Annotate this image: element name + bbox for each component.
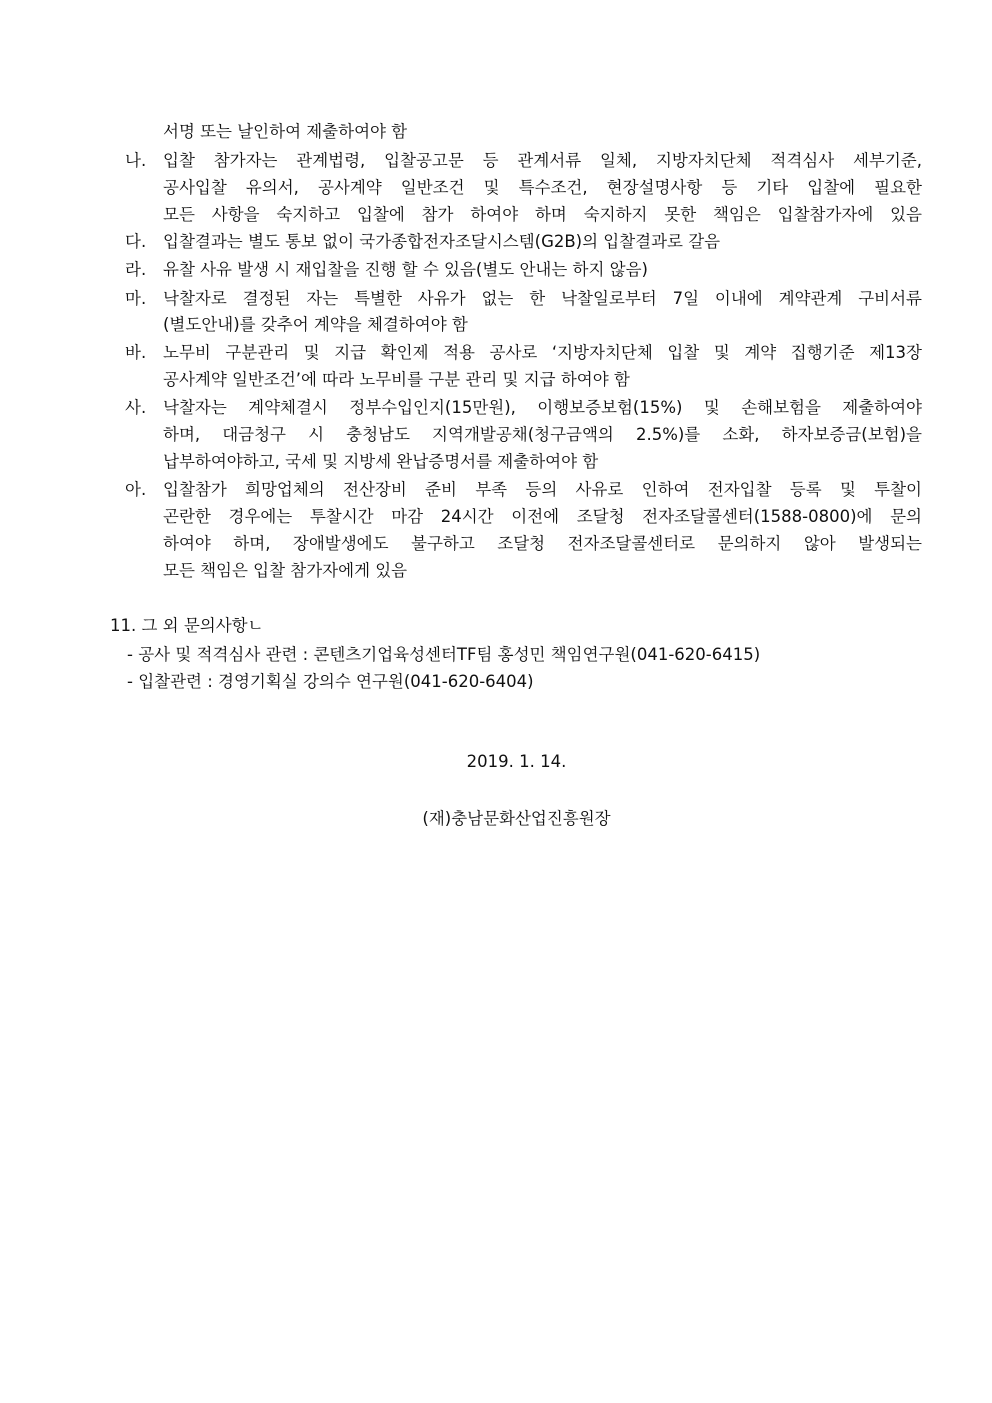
item-marker: 아. (125, 480, 147, 499)
item-line: 납부하여야하고, 국세 및 지방세 완납증명서를 제출하여야 함 (163, 452, 599, 471)
contact-bidding: - 입찰관련 : 경영기획실 강의수 연구원(041-620-6404) (127, 672, 534, 691)
item-line: 모든 사항을 숙지하고 입찰에 참가 하여야 하며 숙지하지 못한 책임은 입찰참가자에 있음 (163, 205, 922, 224)
item-marker: 라. (125, 260, 147, 279)
item-marker: 바. (125, 343, 147, 362)
item-line: 입찰참가 희망업체의 전산장비 준비 부족 등의 사유로 인하여 전자입찰 등록 및 투찰이 (163, 480, 922, 499)
carryover-line: 서명 또는 날인하여 제출하여야 함 (163, 122, 408, 141)
item-line: (별도안내)를 갖추어 계약을 체결하여야 함 (163, 315, 468, 334)
section-heading: 11. 그 외 문의사항ㄴ (110, 616, 264, 635)
item-line: 공사계약 일반조건’에 따라 노무비를 구분 관리 및 지급 하여야 함 (163, 370, 630, 389)
item-marker: 다. (125, 232, 147, 251)
item-line: 공사입찰 유의서, 공사계약 일반조건 및 특수조건, 현장설명사항 등 기타 입찰에 필요한 (163, 178, 922, 197)
item-line: 유찰 사유 발생 시 재입찰을 진행 할 수 있음(별도 안내는 하지 않음) (163, 260, 648, 279)
item-marker: 나. (125, 151, 147, 170)
item-line: 입찰결과는 별도 통보 없이 국가종합전자조달시스템(G2B)의 입찰결과로 갈음 (163, 232, 721, 251)
document-signer: (재)충남문화산업진흥원장 (422, 809, 611, 828)
item-line: 노무비 구분관리 및 지급 확인제 적용 공사로 ‘지방자치단체 입찰 및 계약 집행기준 제13장 (163, 343, 922, 362)
contact-construction: - 공사 및 적격심사 관련 : 콘텐츠기업육성센터TF팀 홍성민 책임연구원(041-620-6415) (127, 645, 761, 664)
item-marker: 사. (125, 398, 147, 417)
document-date: 2019. 1. 14. (466, 752, 567, 771)
item-line: 하여야 하며, 장애발생에도 불구하고 조달청 전자조달콜센터로 문의하지 않아 발생되는 (163, 534, 922, 553)
item-line: 낙찰자로 결정된 자는 특별한 사유가 없는 한 낙찰일로부터 7일 이내에 계약관계 구비서류 (163, 289, 922, 308)
item-line: 낙찰자는 계약체결시 정부수입인지(15만원), 이행보증보험(15%) 및 손해보험을 제출하여야 (163, 398, 922, 417)
item-marker: 마. (125, 289, 147, 308)
item-line: 하며, 대금청구 시 충청남도 지역개발공채(청구금액의 2.5%)를 소화, 하자보증금(보험)을 (163, 425, 922, 444)
item-line: 입찰 참가자는 관계법령, 입찰공고문 등 관계서류 일체, 지방자치단체 적격심사 세부기준, (163, 151, 922, 170)
item-line: 모든 책임은 입찰 참가자에게 있음 (163, 561, 408, 580)
item-line: 곤란한 경우에는 투찰시간 마감 24시간 이전에 조달청 전자조달콜센터(1588-0800)에 문의 (163, 507, 922, 526)
